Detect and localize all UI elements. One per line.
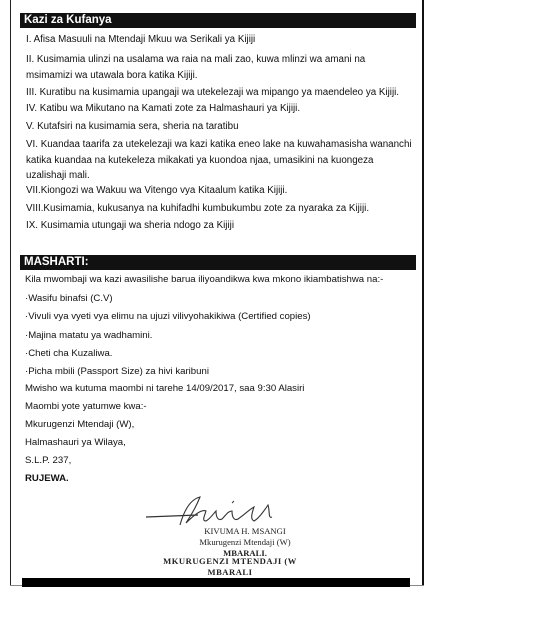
stamp-line-2: MBARALI: [207, 567, 253, 577]
duty-item-2: II. Kusimamia ulinzi na usalama wa raia na mali zao, kuwa mlinzi wa amani na msimamizi wa utawala bora katika Kijiji.: [26, 54, 366, 81]
signatory-title: Mkurugenzi Mtendaji (W): [199, 537, 291, 547]
duty-item-6: VI. Kuandaa taarifa za utekelezaji wa kazi katika eneo lake na kuwahamasisha wananchi katika kuandaa na kutekeleza mikakati ya kuondoa njaa, umasikini na kuongeza uzalishaji mali.: [26, 139, 412, 181]
address-line-4: RUJEWA.: [25, 473, 69, 484]
page-border-left: [10, 0, 11, 586]
duty-item-8: VIII.Kusimamia, kukusanya na kuhifadhi kumbukumbu zote za nyaraka za Kijiji.: [26, 203, 370, 214]
duty-item-1: I. Afisa Masuuli na Mtendaji Mkuu wa Serikali ya Kijiji: [26, 34, 256, 45]
handwritten-signature: [140, 493, 290, 529]
address-line-2: Halmashauri ya Wilaya,: [25, 437, 126, 448]
send-to-label: Maombi yote yatumwe kwa:-: [25, 401, 147, 412]
requirements-heading: MASHARTI:: [20, 255, 416, 270]
stamp-line-1: MKURUGENZI MTENDAJI (W: [163, 556, 297, 566]
official-stamp: [150, 556, 310, 578]
duties-heading: Kazi za Kufanya: [20, 13, 416, 28]
attachment-item-5: ·Picha mbili (Passport Size) za hivi karibuni: [25, 366, 209, 377]
address-line-1: Mkurugenzi Mtendaji (W),: [25, 419, 135, 430]
attachment-item-4: ·Cheti cha Kuzaliwa.: [25, 348, 113, 359]
signature-block: [170, 526, 320, 559]
duty-item-5: V. Kutafsiri na kusimamia sera, sheria na taratibu: [26, 121, 239, 132]
duty-item-9: IX. Kusimamia utungaji wa sheria ndogo za Kijiji: [26, 220, 235, 231]
signatory-place: MBARALI.: [223, 548, 267, 558]
deadline-text: Mwisho wa kutuma maombi ni tarehe 14/09/2017, saa 9:30 Alasiri: [25, 383, 305, 394]
duty-item-4: IV. Katibu wa Mikutano na Kamati zote za Halmashauri ya Kijiji.: [26, 103, 301, 114]
duty-item-3: III. Kuratibu na kusimamia upangaji wa utekelezaji wa mipango ya maendeleo ya Kijiji.: [26, 87, 400, 98]
attachment-item-3: ·Majina matatu ya wadhamini.: [25, 330, 153, 341]
requirements-intro: Kila mwombaji wa kazi awasilishe barua iliyoandikwa kwa mkono ikiambatishwa na:-: [25, 274, 384, 285]
page-border-right: [422, 0, 424, 586]
address-line-3: S.L.P. 237,: [25, 455, 72, 466]
attachment-item-1: ·Wasifu binafsi (C.V): [25, 293, 113, 304]
signatory-name: KIVUMA H. MSANGI: [204, 526, 286, 536]
duty-item-7: VII.Kiongozi wa Wakuu wa Vitengo vya Kitaalum katika Kijiji.: [26, 185, 288, 196]
attachment-item-2: ·Vivuli vya vyeti vya elimu na ujuzi vilivyohakikiwa (Certified copies): [25, 311, 311, 322]
footer-bar: [22, 578, 410, 587]
